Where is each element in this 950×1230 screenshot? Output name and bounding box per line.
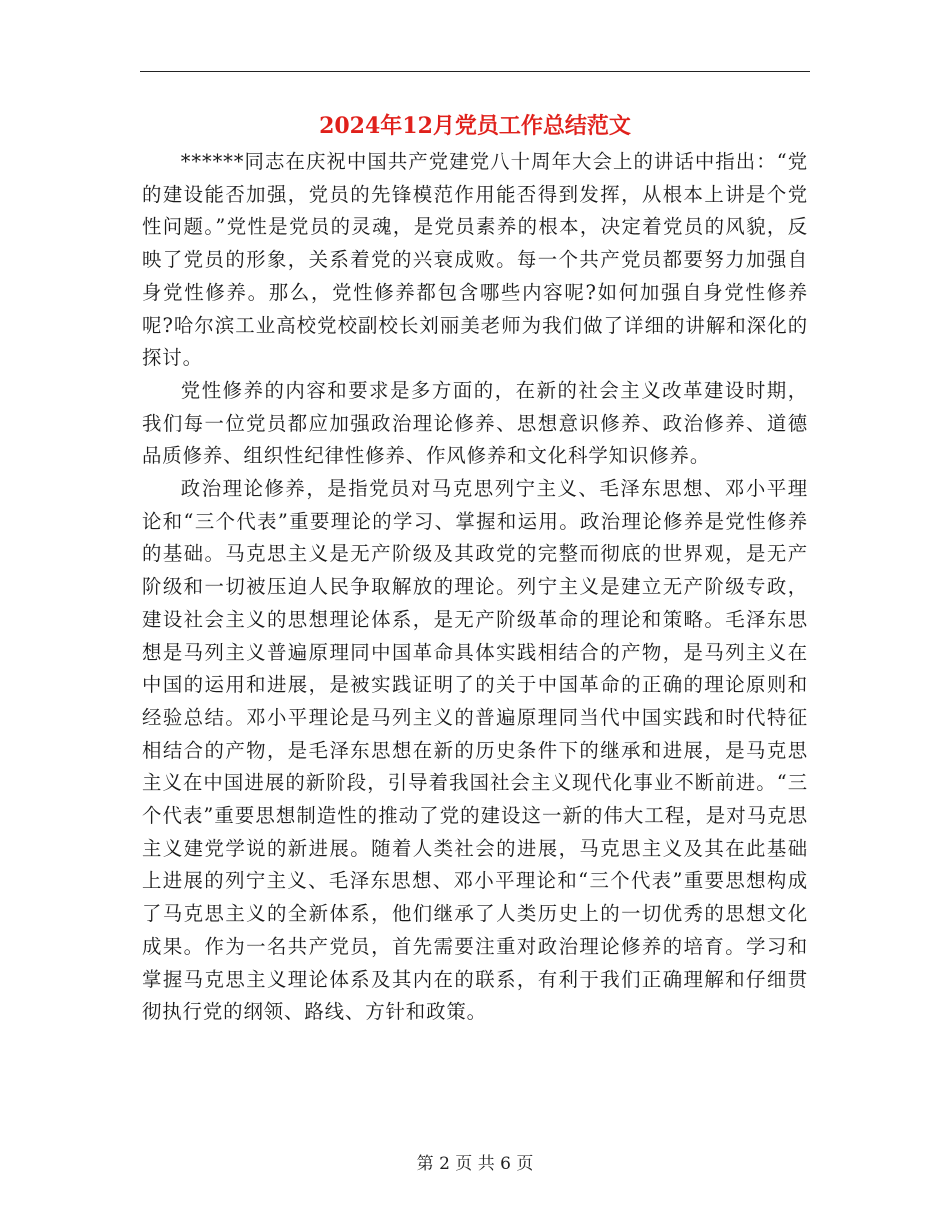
document-body — [142, 146, 808, 1029]
paragraph-3: 政治理论修养，是指党员对马克思列宁主义、毛泽东思想、邓小平理论和“三个代表”重要理论的学习、掌握和运用。政治理论修养是党性修养的基础。马克思主义是无产阶级及其政党的完整而彻底的世界观，是无产阶级和一切被压迫人民争取解放的理论。列宁主义是建立无产阶级专政，建设社会主义的思想理论体系，是无产阶级革命的理论和策略。毛泽东思想是马列主义普遍原理同中国革命具体实践相结合的产物，是马列主义在中国的运用和进展，是被实践证明了的关于中国革命的正确的理论原则和经验总结。邓小平理论是马列主义的普遍原理同当代中国实践和时代特征相结合的产物，是毛泽东思想在新的历史条件下的继承和进展，是马克思主义在中国进展的新阶段，引导着我国社会主义现代化事业不断前进。“三个代表”重要思想制造性的推动了党的建设这一新的伟大工程，是对马克思主义建党学说的新进展。随着人类社会的进展，马克思主义及其在此基础上进展的列宁主义、毛泽东思想、邓小平理论和“三个代表”重要思想构成了马克思主义的全新体系，他们继承了人类历史上的一切优秀的思想文化成果。作为一名共产党员，首先需要注重对政治理论修养的培育。学习和掌握马克思主义理论体系及其内在的联系，有利于我们正确理解和仔细贯彻执行党的纲领、路线、方针和政策。 — [142, 477, 808, 1024]
document-title: 2024年12月党员工作总结范文 — [319, 113, 631, 139]
header-rule — [140, 71, 810, 72]
paragraph-1: ******同志在庆祝中国共产党建党八十周年大会上的讲话中指出：“党的建设能否加强，党员的先锋模范作用能否得到发挥，从根本上讲是个党性问题。”党性是党员的灵魂，是党员素养的根本，决定着党员的风貌，反映了党员的形象，关系着党的兴衰成败。每一个共产党员都要努力加强自身党性修养。那么，党性修养都包含哪些内容呢?如何加强自身党性修养呢?哈尔滨工业高校党校副校长刘丽美老师为我们做了详细的讲解和深化的探讨。 — [142, 150, 808, 370]
page-number-footer: 第 2 页 共 6 页 — [416, 1154, 534, 1174]
paragraph-2: 党性修养的内容和要求是多方面的，在新的社会主义改革建设时期，我们每一位党员都应加强政治理论修养、思想意识修养、政治修养、道德品质修养、组织性纪律性修养、作风修养和文化科学知识修养。 — [142, 378, 808, 468]
